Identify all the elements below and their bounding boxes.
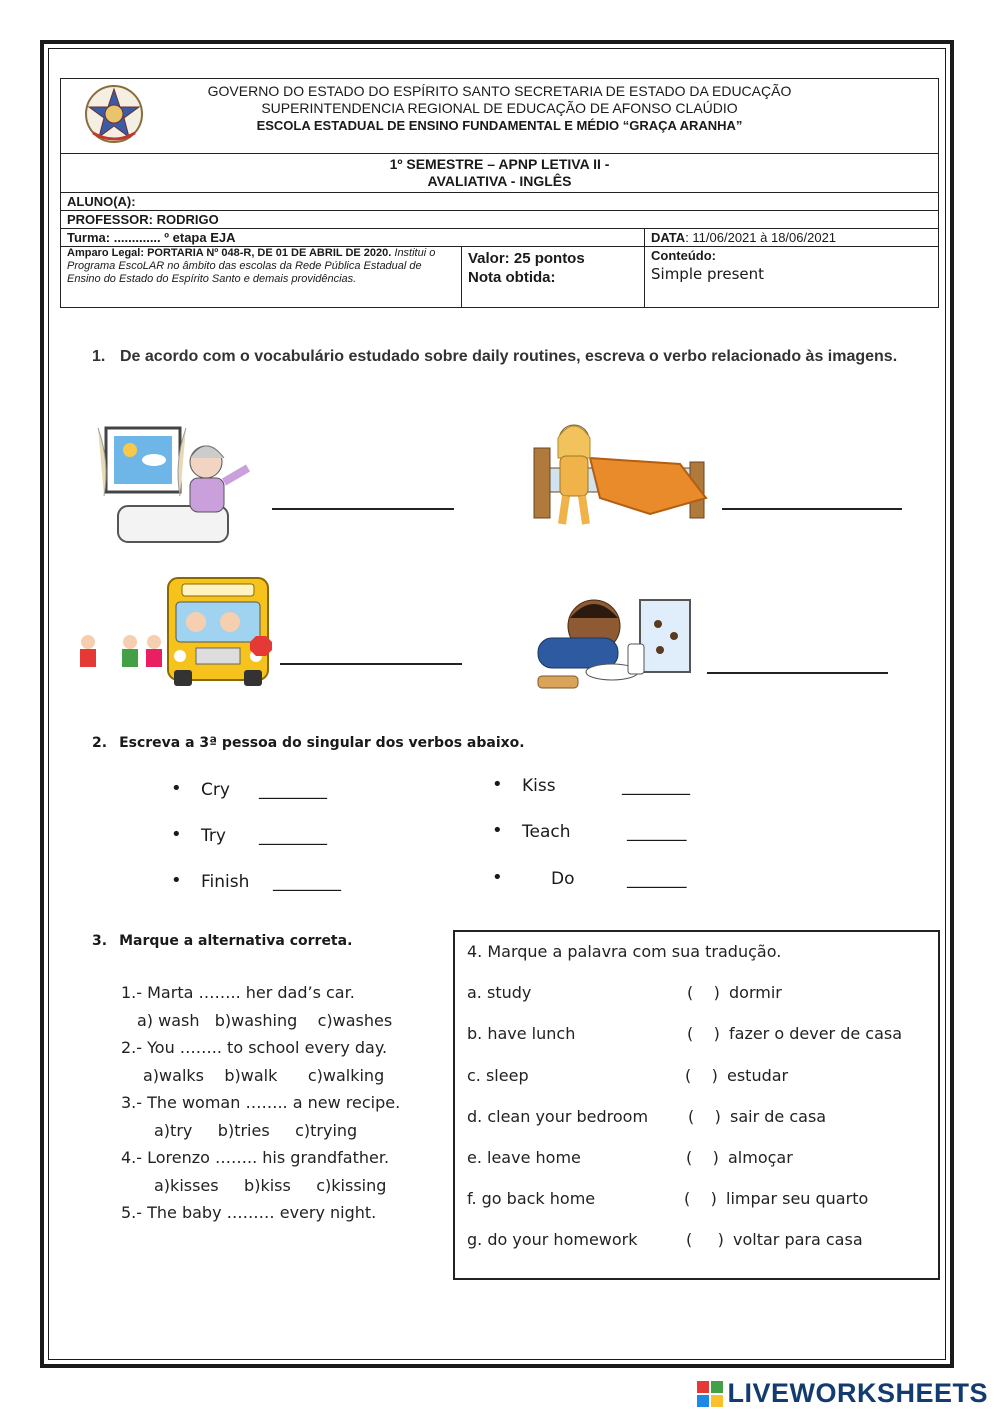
answer-line-2[interactable] [722, 508, 902, 510]
liveworksheets-logo-icon [697, 1381, 723, 1407]
verb-word: Cry [201, 780, 230, 800]
date-value: : 11/06/2021 à 18/06/2021 [685, 230, 837, 245]
gov-line-2: SUPERINTENDENCIA REGIONAL DE EDUCAÇÃO DE AFONSO CLAÚDIO [261, 100, 738, 116]
q3-sentence: 1.- Marta …….. her dad’s car. [121, 983, 355, 1002]
government-header [61, 79, 939, 154]
verb-item [171, 778, 327, 800]
gov-line-1: GOVERNO DO ESTADO DO ESPÍRITO SANTO SECRETARIA DE ESTADO DA EDUCAÇÃO [207, 83, 792, 99]
q3-options[interactable]: a)walks b)walk c)walking [143, 1066, 385, 1085]
class-field[interactable]: Turma: ............. º etapa EJA [61, 229, 645, 247]
score-value: Valor: 25 pontos [468, 250, 585, 267]
q3-sentence: 3.- The woman …….. a new recipe. [121, 1093, 401, 1112]
content-value: Simple present [651, 265, 765, 283]
answer-line-4[interactable] [707, 672, 888, 674]
bullet: • [171, 824, 182, 845]
q4-term: c. sleep [467, 1066, 529, 1085]
verb-answer-blank[interactable]: ________ [273, 872, 341, 892]
bullet: • [492, 867, 503, 888]
verb-answer-blank[interactable]: ________ [622, 776, 690, 796]
verb-word: Kiss [522, 776, 556, 796]
question-1-number: 1. [92, 348, 106, 365]
liveworksheets-brand [697, 1378, 988, 1409]
legal-bold: Amparo Legal: PORTARIA Nº 048-R, DE 01 DE ABRIL DE 2020. [67, 247, 392, 259]
q4-term: d. clean your bedroom [467, 1107, 649, 1126]
state-seal-icon [83, 83, 145, 145]
date-field [645, 229, 939, 247]
verb-word: Try [201, 826, 226, 846]
q4-translation: estudar [727, 1066, 789, 1085]
verb-item [171, 824, 327, 846]
score-cell [462, 247, 645, 308]
q3-options[interactable]: a)try b)tries c)trying [154, 1121, 358, 1140]
school-name: ESCOLA ESTADUAL DE ENSINO FUNDAMENTAL E MÉDIO “GRAÇA ARANHA” [256, 118, 743, 133]
verb-word: Finish [201, 872, 250, 892]
answer-line-1[interactable] [272, 508, 454, 510]
q4-translation: dormir [729, 983, 782, 1002]
q4-term: b. have lunch [467, 1024, 576, 1043]
answer-line-3[interactable] [280, 663, 462, 665]
content-label: Conteúdo: [651, 248, 716, 263]
student-field[interactable]: ALUNO(A): [61, 193, 939, 211]
date-label: DATA [651, 230, 686, 245]
q3-options[interactable]: a)kisses b)kiss c)kissing [154, 1176, 387, 1195]
q3-sentence: 2.- You …….. to school every day. [121, 1038, 388, 1057]
q4-translation: voltar para casa [733, 1230, 863, 1249]
bullet: • [171, 778, 182, 799]
grade-obtained: Nota obtida: [468, 269, 556, 286]
verb-item [171, 870, 341, 892]
question-1 [92, 346, 942, 368]
bullet: • [492, 774, 503, 795]
q4-match-box[interactable]: ( ) [688, 1107, 721, 1126]
legal-italic: Institui o Programa EscoLAR no âmbito das escolas da Rede Pública Estadual de Ensino do Estado do Espírito Santo e demais providências. [67, 247, 436, 285]
q4-term: a. study [467, 983, 532, 1002]
verb-answer-blank[interactable]: ________ [259, 780, 327, 800]
semester-line-1: 1º SEMESTRE – APNP LETIVA II - [389, 156, 610, 172]
verb-answer-blank[interactable]: _______ [627, 822, 687, 842]
verb-item [492, 867, 687, 889]
question-3-text: Marque a alternativa correta. [119, 933, 353, 949]
bullet: • [171, 870, 182, 891]
q4-match-box[interactable]: ( ) [687, 983, 720, 1002]
question-2-text: Escreva a 3ª pessoa do singular dos verbos abaixo. [119, 735, 525, 751]
make-bed-illustration [530, 418, 720, 528]
verb-item [492, 774, 690, 796]
q4-term: e. leave home [467, 1148, 581, 1167]
q4-match-box[interactable]: ( ) [686, 1148, 719, 1167]
bullet: • [492, 820, 503, 841]
header-table [60, 78, 939, 308]
q4-match-box[interactable]: ( ) [686, 1230, 724, 1249]
q4-translation: sair de casa [730, 1107, 827, 1126]
q4-term: g. do your homework [467, 1230, 638, 1249]
question-1-text: De acordo com o vocabulário estudado sobre daily routines, escreva o verbo relacionado às imagens. [120, 348, 898, 365]
q4-translation: fazer o dever de casa [729, 1024, 903, 1043]
wake-up-illustration [78, 422, 268, 552]
breakfast-illustration [532, 588, 702, 696]
q3-sentence: 5.- The baby ……… every night. [121, 1203, 377, 1222]
q4-match-box[interactable]: ( ) [684, 1189, 717, 1208]
q4-translation: limpar seu quarto [726, 1189, 869, 1208]
q4-translation: almoçar [728, 1148, 793, 1167]
verb-word: Do [551, 869, 575, 889]
verb-answer-blank[interactable]: ________ [259, 826, 327, 846]
verb-word: Teach [522, 822, 571, 842]
question-3 [92, 933, 352, 949]
professor-field: PROFESSOR: RODRIGO [61, 211, 939, 229]
semester-line-2: AVALIATIVA - INGLÊS [427, 173, 572, 189]
question-3-number: 3. [92, 933, 108, 949]
q3-options[interactable]: a) wash b)washing c)washes [137, 1011, 393, 1030]
question-4-title: 4. Marque a palavra com sua tradução. [467, 942, 782, 961]
legal-basis [61, 247, 462, 308]
semester-title [61, 154, 939, 193]
school-bus-illustration [70, 576, 278, 688]
q4-match-box[interactable]: ( ) [685, 1066, 718, 1085]
kids-walking [80, 635, 162, 667]
verb-answer-blank[interactable]: _______ [627, 869, 687, 889]
verb-item [492, 820, 687, 842]
content-cell [645, 247, 939, 308]
q3-sentence: 4.- Lorenzo …….. his grandfather. [121, 1148, 390, 1167]
brand-text: LIVEWORKSHEETS [727, 1378, 988, 1408]
question-2-number: 2. [92, 735, 108, 751]
question-2 [92, 735, 525, 751]
q4-term: f. go back home [467, 1189, 596, 1208]
q4-match-box[interactable]: ( ) [687, 1024, 720, 1043]
